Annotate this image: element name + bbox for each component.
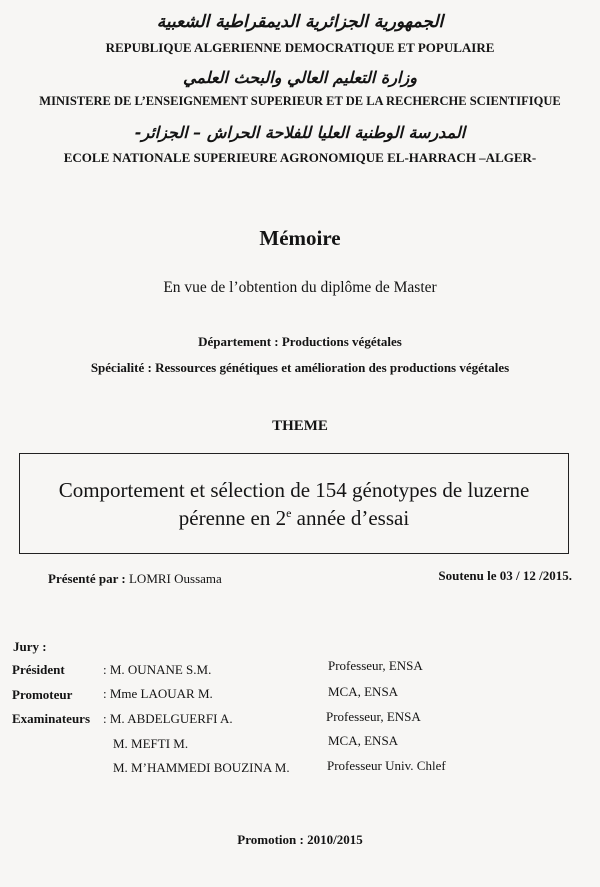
- ministry-arabic: وزارة التعليم العالي والبحث العلمي: [183, 68, 417, 87]
- theme-heading: THEME: [272, 418, 328, 434]
- jury-member-name: M. MEFTI M.: [113, 736, 189, 751]
- theme-box: [19, 453, 569, 554]
- republic-french: REPUBLIQUE ALGERIENNE DEMOCRATIQUE ET POPULAIRE: [105, 40, 495, 55]
- jury-member-title: MCA, ENSA: [328, 733, 399, 748]
- diploma-subtitle: En vue de l’obtention du diplôme de Master: [163, 279, 437, 296]
- school-french: ECOLE NATIONALE SUPERIEURE AGRONOMIQUE EL-HARRACH –ALGER-: [63, 150, 537, 165]
- jury-role: Président: [12, 662, 65, 677]
- jury-member-name: : M. OUNANE S.M.: [103, 662, 212, 677]
- specialty-label: Spécialité : Ressources génétiques et amélioration des productions végétales: [90, 360, 510, 375]
- jury-member-title: Professeur, ENSA: [326, 709, 421, 724]
- jury-member-title: MCA, ENSA: [328, 684, 399, 699]
- document-title: Mémoire: [259, 226, 341, 250]
- jury-member-name: M. M’HAMMEDI BOUZINA M.: [113, 760, 290, 775]
- presenter: [48, 571, 222, 587]
- jury-member-name: : Mme LAOUAR M.: [103, 686, 213, 701]
- jury-role: Promoteur: [12, 687, 73, 702]
- jury-member-name: : M. ABDELGUERFI A.: [103, 711, 233, 726]
- department-label: Département : Productions végétales: [198, 334, 402, 349]
- promotion: Promotion : 2010/2015: [237, 832, 363, 847]
- presenter-name: LOMRI Oussama: [128, 571, 222, 586]
- defense-date: Soutenu le 03 / 12 /2015.: [438, 568, 572, 583]
- ministry-french: MINISTERE DE L’ENSEIGNEMENT SUPERIEUR ET DE LA RECHERCHE SCIENTIFIQUE: [39, 94, 561, 108]
- jury-role: Examinateurs: [12, 711, 90, 726]
- jury-member-title: Professeur Univ. Chlef: [327, 758, 446, 773]
- jury-heading: Jury :: [13, 639, 47, 654]
- republic-arabic: الجمهورية الجزائرية الديمقراطية الشعبية: [156, 12, 444, 32]
- school-arabic: المدرسة الوطنية العليا للفلاحة الحراش – الجزائر-: [134, 123, 466, 142]
- jury-member-title: Professeur, ENSA: [328, 658, 423, 673]
- theme-line-2: pérenne en 2e année d’essai: [178, 505, 410, 530]
- presenter-label: Présenté par :: [48, 571, 126, 586]
- theme-line-1: Comportement et sélection de 154 génotypes de luzerne: [58, 477, 530, 502]
